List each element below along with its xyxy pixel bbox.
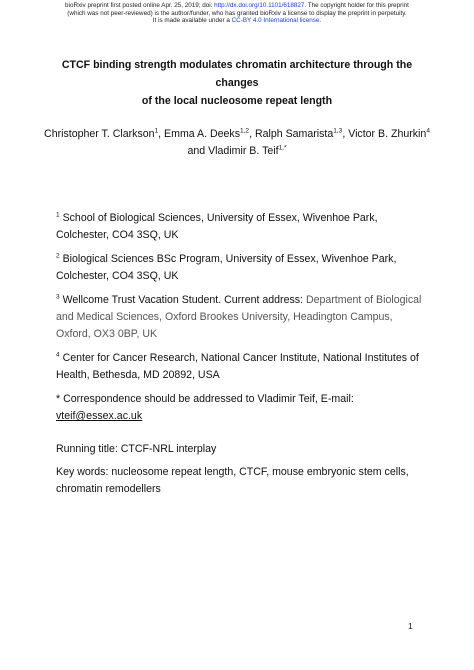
affiliation-3: $^3$ Wellcome Trust Vacation Student. Current address: Department of Biological and Medical Sciences, Oxford Brookes University, Headington Campus, Oxford, OX3 0BP, UK [56,293,422,340]
authors-line-1 [40,126,434,143]
author-name: , Emma A. Deeks [158,128,241,140]
affiliation-4: $^4$ Center for Cancer Research, National Cancer Institute, National Institutes of Health, Bethesda, MD 20892, USA [56,351,419,381]
page-number: 1 [408,621,413,631]
header-line-3: It is made available under a CC-BY 4.0 International license. [152,17,322,25]
author-affiliation-mark: 4 [426,127,430,135]
header-line-1: bioRxiv preprint first posted online Apr. 25, 2019; doi: http://dx.doi.org/10.1101/618827. The copyright holder for this preprint [65,2,409,9]
author-name: , Victor B. Zhurkin [342,128,427,140]
author-affiliation-mark: 1 [154,127,159,135]
affiliation-2: $^2$ Biological Sciences BSc Program, University of Essex, Wivenhoe Park, Colchester, CO4 3SQ, UK [56,252,397,282]
keywords: Key words: nucleosome repeat length, CTCF, mouse embryonic stem cells, chromatin remodellers [56,466,409,495]
author-affiliation-mark: 1,* [278,144,287,152]
paper-title [40,56,434,110]
doi-link[interactable]: http://dx.doi.org/10.1101/618827 [214,2,305,9]
title-line-1: CTCF binding strength modulates chromatin architecture through the changes [61,59,413,89]
author-affiliation-mark: 1,2 [240,127,250,135]
authors-line-2 [40,143,434,160]
author-name: , Ralph Samarista [249,128,334,140]
author-list [40,126,434,160]
header-line-2: (which was not peer-reviewed) is the author/funder, who has granted bioRxiv a license to display the preprint in perpetuity. [67,9,407,17]
author-name: Christopher T. Clarkson [44,128,155,140]
email-link[interactable]: vteif@essex.ac.uk [56,410,143,422]
running-title: Running title: CTCF-NRL interplay [56,443,217,455]
author-affiliation-mark: 1,3 [333,127,343,135]
author-name: and Vladimir B. Teif [187,145,279,157]
license-link[interactable]: CC-BY 4.0 International license [231,17,320,25]
affiliation-1: $^1$ School of Biological Sciences, University of Essex, Wivenhoe Park, Colchester, CO4 3SQ, UK [56,211,378,241]
correspondence: * Correspondence should be addressed to Vladimir Teif, E-mail: vteif@essex.ac.uk [56,393,354,422]
preprint-header [0,2,474,25]
title-line-2: of the local nucleosome repeat length [141,95,333,107]
